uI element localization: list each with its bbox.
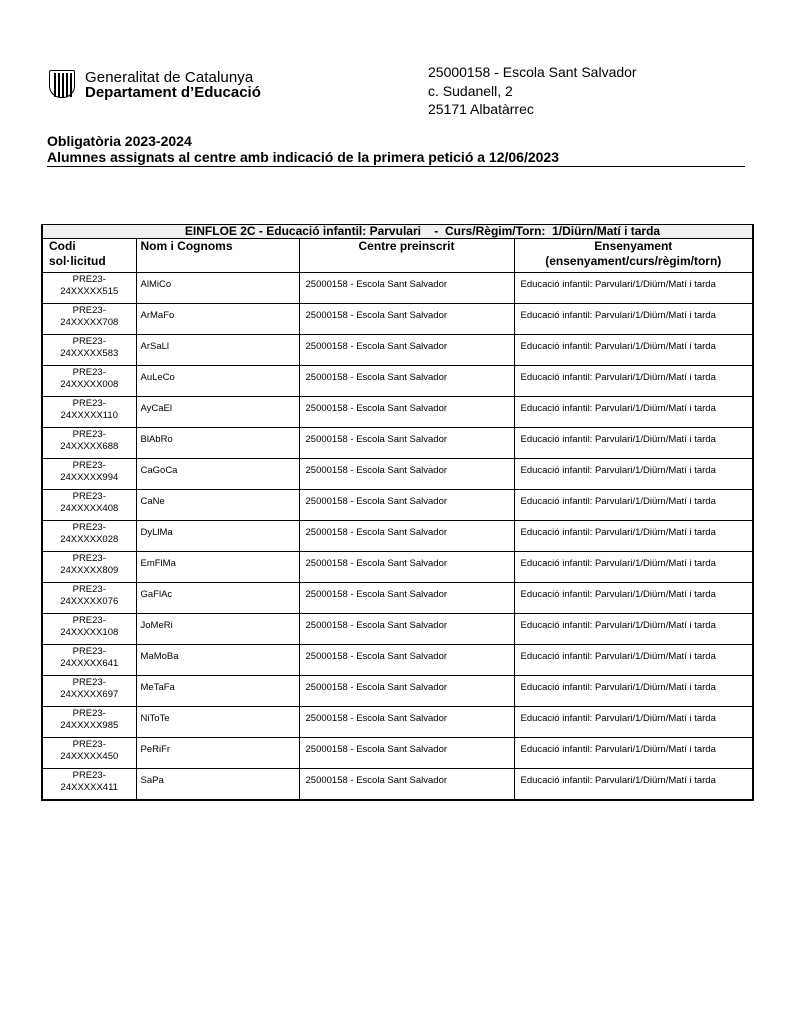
cell-ensenyament: Educació infantil: Parvulari/1/Diürn/Matí i tarda bbox=[514, 335, 753, 366]
table-row bbox=[42, 366, 753, 397]
cell-ensenyament: Educació infantil: Parvulari/1/Diürn/Matí i tarda bbox=[514, 552, 753, 583]
school-name: 25000158 - Escola Sant Salvador bbox=[428, 64, 637, 80]
cell-centre: 25000158 - Escola Sant Salvador bbox=[299, 304, 514, 335]
cell-nom: BlAbRo bbox=[136, 428, 299, 459]
school-city: 25171 Albatàrrec bbox=[428, 101, 534, 117]
generalitat-logo bbox=[49, 70, 261, 100]
cell-centre: 25000158 - Escola Sant Salvador bbox=[299, 676, 514, 707]
cell-centre: 25000158 - Escola Sant Salvador bbox=[299, 428, 514, 459]
table-row bbox=[42, 738, 753, 769]
cell-nom: MaMoBa bbox=[136, 645, 299, 676]
table-row bbox=[42, 645, 753, 676]
cell-centre: 25000158 - Escola Sant Salvador bbox=[299, 738, 514, 769]
table-row bbox=[42, 583, 753, 614]
cell-nom: AlMiCo bbox=[136, 273, 299, 304]
cell-codi: PRE23- 24XXXXX688 bbox=[42, 428, 136, 459]
report-title-line1: Obligatòria 2023-2024 bbox=[47, 133, 192, 149]
cell-nom: NiToTe bbox=[136, 707, 299, 738]
cell-nom: ArMaFo bbox=[136, 304, 299, 335]
table-row bbox=[42, 428, 753, 459]
cell-nom: AuLeCo bbox=[136, 366, 299, 397]
report-title bbox=[47, 133, 745, 167]
cell-nom: GaFlAc bbox=[136, 583, 299, 614]
cell-nom: PeRiFr bbox=[136, 738, 299, 769]
department-name: Departament d’Educació bbox=[85, 84, 261, 101]
cell-codi: PRE23- 24XXXXX994 bbox=[42, 459, 136, 490]
cell-ensenyament: Educació infantil: Parvulari/1/Diürn/Matí i tarda bbox=[514, 738, 753, 769]
cell-nom: CaGoCa bbox=[136, 459, 299, 490]
cell-nom: CaNe bbox=[136, 490, 299, 521]
cell-codi: PRE23- 24XXXXX076 bbox=[42, 583, 136, 614]
table-row bbox=[42, 335, 753, 366]
students-table bbox=[41, 224, 752, 801]
cell-centre: 25000158 - Escola Sant Salvador bbox=[299, 614, 514, 645]
cell-nom: JoMeRi bbox=[136, 614, 299, 645]
cell-codi: PRE23- 24XXXXX708 bbox=[42, 304, 136, 335]
cell-codi: PRE23- 24XXXXX450 bbox=[42, 738, 136, 769]
cell-codi: PRE23- 24XXXXX028 bbox=[42, 521, 136, 552]
col-header-centre: Centre preinscrit bbox=[299, 239, 514, 273]
table-row bbox=[42, 273, 753, 304]
group-header: EINFLOE 2C - Educació infantil: Parvulari - Curs/Règim/Torn: 1/Diürn/Matí i tarda bbox=[42, 225, 753, 239]
cell-nom: SaPa bbox=[136, 769, 299, 801]
table-row bbox=[42, 459, 753, 490]
cell-ensenyament: Educació infantil: Parvulari/1/Diürn/Matí i tarda bbox=[514, 490, 753, 521]
table-row bbox=[42, 769, 753, 801]
cell-codi: PRE23- 24XXXXX408 bbox=[42, 490, 136, 521]
catalan-shield-icon bbox=[49, 70, 77, 100]
cell-ensenyament: Educació infantil: Parvulari/1/Diürn/Matí i tarda bbox=[514, 428, 753, 459]
cell-codi: PRE23- 24XXXXX583 bbox=[42, 335, 136, 366]
table-row bbox=[42, 490, 753, 521]
table-row bbox=[42, 552, 753, 583]
org-name: Generalitat de Catalunya bbox=[85, 69, 254, 86]
cell-ensenyament: Educació infantil: Parvulari/1/Diürn/Matí i tarda bbox=[514, 645, 753, 676]
cell-codi: PRE23- 24XXXXX108 bbox=[42, 614, 136, 645]
report-title-line2: Alumnes assignats al centre amb indicació de la primera petició a 12/06/2023 bbox=[47, 149, 560, 165]
cell-ensenyament: Educació infantil: Parvulari/1/Diürn/Matí i tarda bbox=[514, 583, 753, 614]
cell-ensenyament: Educació infantil: Parvulari/1/Diürn/Matí i tarda bbox=[514, 459, 753, 490]
school-street: c. Sudanell, 2 bbox=[428, 82, 513, 99]
cell-centre: 25000158 - Escola Sant Salvador bbox=[299, 366, 514, 397]
cell-codi: PRE23- 24XXXXX641 bbox=[42, 645, 136, 676]
cell-centre: 25000158 - Escola Sant Salvador bbox=[299, 335, 514, 366]
cell-ensenyament: Educació infantil: Parvulari/1/Diürn/Matí i tarda bbox=[514, 366, 753, 397]
table-row bbox=[42, 397, 753, 428]
cell-codi: PRE23- 24XXXXX110 bbox=[42, 397, 136, 428]
cell-centre: 25000158 - Escola Sant Salvador bbox=[299, 707, 514, 738]
cell-ensenyament: Educació infantil: Parvulari/1/Diürn/Matí i tarda bbox=[514, 707, 753, 738]
cell-ensenyament: Educació infantil: Parvulari/1/Diürn/Matí i tarda bbox=[514, 397, 753, 428]
school-address bbox=[428, 63, 637, 119]
cell-centre: 25000158 - Escola Sant Salvador bbox=[299, 769, 514, 801]
cell-ensenyament: Educació infantil: Parvulari/1/Diürn/Matí i tarda bbox=[514, 676, 753, 707]
cell-centre: 25000158 - Escola Sant Salvador bbox=[299, 552, 514, 583]
table-row bbox=[42, 614, 753, 645]
cell-codi: PRE23- 24XXXXX411 bbox=[42, 769, 136, 801]
cell-ensenyament: Educació infantil: Parvulari/1/Diürn/Matí i tarda bbox=[514, 614, 753, 645]
cell-ensenyament: Educació infantil: Parvulari/1/Diürn/Matí i tarda bbox=[514, 273, 753, 304]
cell-ensenyament: Educació infantil: Parvulari/1/Diürn/Matí i tarda bbox=[514, 304, 753, 335]
table-row bbox=[42, 676, 753, 707]
cell-centre: 25000158 - Escola Sant Salvador bbox=[299, 583, 514, 614]
cell-centre: 25000158 - Escola Sant Salvador bbox=[299, 645, 514, 676]
cell-centre: 25000158 - Escola Sant Salvador bbox=[299, 397, 514, 428]
table-row bbox=[42, 707, 753, 738]
cell-nom: AyCaEl bbox=[136, 397, 299, 428]
col-header-codi: Codi sol·licitud bbox=[42, 239, 136, 273]
cell-codi: PRE23- 24XXXXX515 bbox=[42, 273, 136, 304]
cell-ensenyament: Educació infantil: Parvulari/1/Diürn/Matí i tarda bbox=[514, 521, 753, 552]
cell-centre: 25000158 - Escola Sant Salvador bbox=[299, 490, 514, 521]
cell-centre: 25000158 - Escola Sant Salvador bbox=[299, 459, 514, 490]
col-header-ensenyament: Ensenyament (ensenyament/curs/règim/torn) bbox=[514, 239, 753, 273]
cell-nom: ArSaLl bbox=[136, 335, 299, 366]
cell-ensenyament: Educació infantil: Parvulari/1/Diürn/Matí i tarda bbox=[514, 769, 753, 801]
cell-nom: EmFlMa bbox=[136, 552, 299, 583]
cell-centre: 25000158 - Escola Sant Salvador bbox=[299, 521, 514, 552]
table-row bbox=[42, 304, 753, 335]
cell-codi: PRE23- 24XXXXX985 bbox=[42, 707, 136, 738]
cell-codi: PRE23- 24XXXXX008 bbox=[42, 366, 136, 397]
col-header-nom: Nom i Cognoms bbox=[136, 239, 299, 273]
table-row bbox=[42, 521, 753, 552]
cell-centre: 25000158 - Escola Sant Salvador bbox=[299, 273, 514, 304]
cell-codi: PRE23- 24XXXXX809 bbox=[42, 552, 136, 583]
cell-nom: DyLlMa bbox=[136, 521, 299, 552]
cell-nom: MeTaFa bbox=[136, 676, 299, 707]
cell-codi: PRE23- 24XXXXX697 bbox=[42, 676, 136, 707]
